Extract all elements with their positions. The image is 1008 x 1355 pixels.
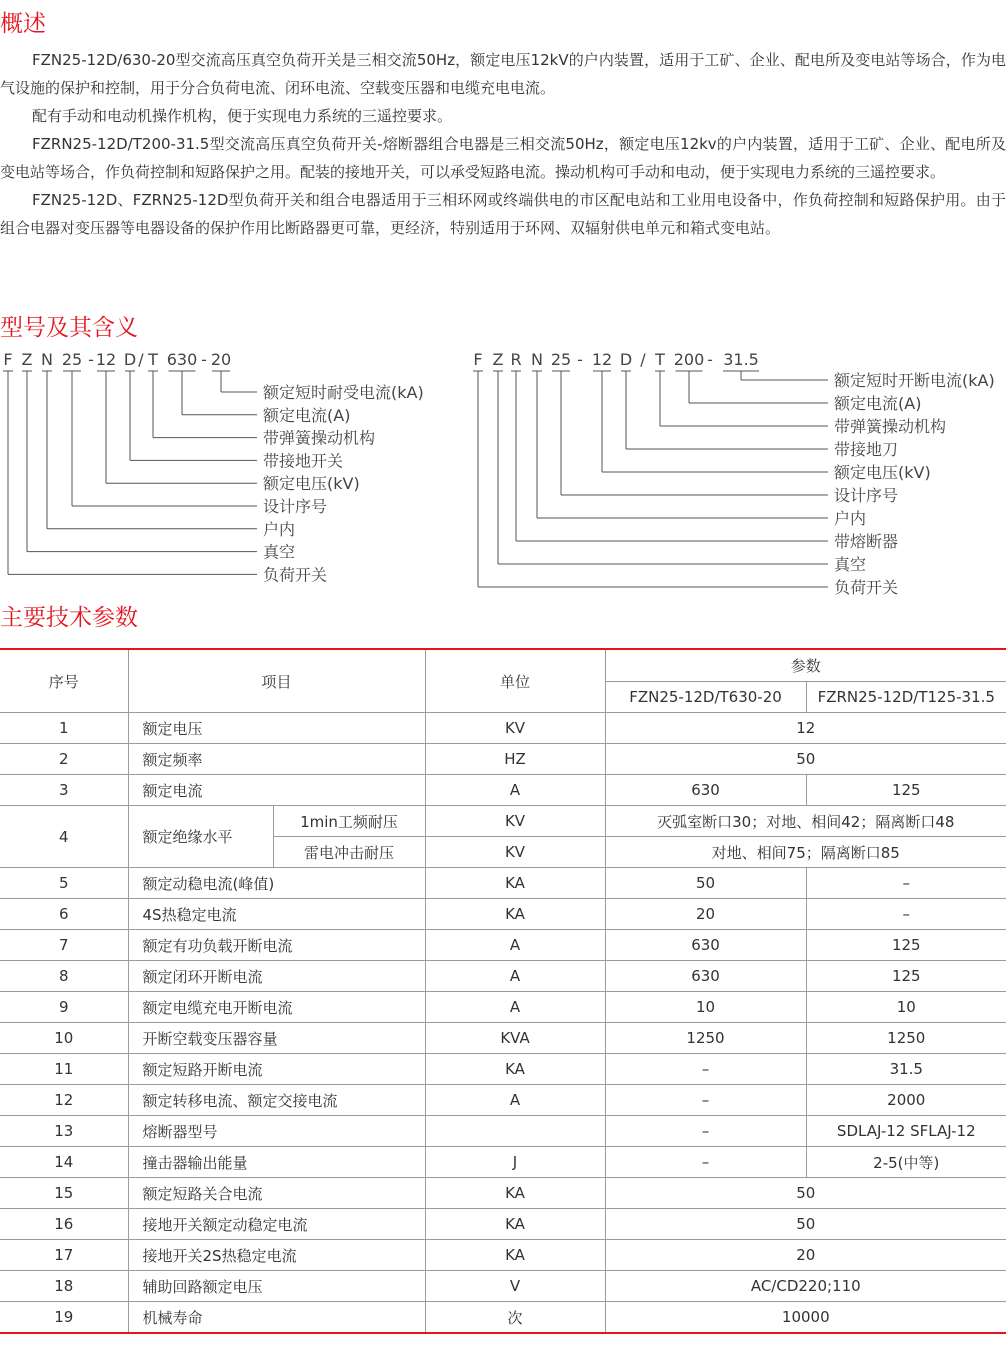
cell-unit: J [425, 1147, 605, 1178]
model-code-token: F [473, 350, 483, 369]
table-row [0, 992, 1006, 1023]
cell-value-b: 1250 [806, 1023, 1006, 1054]
cell-item: 熔断器型号 [128, 1116, 425, 1147]
model-code-token: / [138, 350, 144, 369]
table-row [0, 1271, 1006, 1302]
model-meaning-label: 真空 [834, 555, 867, 574]
cell-value: AC/CD220;110 [605, 1271, 1006, 1302]
model-code-token: - [577, 350, 583, 369]
model-meaning-label: 带接地开关 [263, 451, 344, 471]
cell-unit: KA [425, 1054, 605, 1085]
model-meaning-label: 户内 [263, 519, 296, 539]
model-meaning-label: 带弹簧操动机构 [834, 417, 947, 436]
cell-unit: A [425, 1085, 605, 1116]
cell-item: 额定短路关合电流 [128, 1178, 425, 1209]
table-row [0, 899, 1006, 930]
model-code-token: R [510, 350, 522, 369]
table-row [0, 868, 1006, 899]
cell-item: 额定绝缘水平 [128, 806, 273, 868]
model-diagram [0, 340, 1008, 604]
table-row [0, 775, 1006, 806]
overview-text [0, 46, 1006, 242]
cell-value: 50 [605, 1178, 1006, 1209]
model-svg [0, 340, 1008, 600]
cell-value-b: 2-5(中等) [806, 1147, 1006, 1178]
cell-no: 7 [0, 930, 128, 961]
model-code-token: 630 [166, 350, 198, 369]
cell-unit: KV [425, 713, 605, 744]
cell-item: 4S热稳定电流 [128, 899, 425, 930]
cell-value-a: 50 [605, 868, 806, 899]
model-code-token: 25 [550, 350, 572, 369]
cell-no: 18 [0, 1271, 128, 1302]
cell-no: 4 [0, 806, 128, 868]
cell-value-b: 31.5 [806, 1054, 1006, 1085]
cell-value-a: – [605, 1147, 806, 1178]
cell-unit: KVA [425, 1023, 605, 1054]
cell-item: 额定动稳电流(峰值) [128, 868, 425, 899]
cell-value: 50 [605, 744, 1006, 775]
model-meaning-label: 设计序号 [834, 486, 899, 505]
cell-value-a: 1250 [605, 1023, 806, 1054]
cell-no: 5 [0, 868, 128, 899]
model-meaning-label: 额定电压(kV) [263, 474, 360, 494]
model-meaning-label: 带熔断器 [834, 532, 899, 551]
header-params: 参数 [605, 649, 1006, 682]
table-row [0, 713, 1006, 744]
cell-no: 10 [0, 1023, 128, 1054]
cell-value-b: 10 [806, 992, 1006, 1023]
overview-title: 概述 [0, 11, 46, 37]
cell-item: 额定频率 [128, 744, 425, 775]
model-meaning-label: 户内 [834, 509, 867, 528]
model-code-token: / [640, 350, 646, 369]
cell-no: 2 [0, 744, 128, 775]
cell-no: 11 [0, 1054, 128, 1085]
model-code-token: - [201, 350, 207, 369]
table-row [0, 1147, 1006, 1178]
model-meaning-label: 额定电流(A) [263, 405, 351, 425]
table-row [0, 1023, 1006, 1054]
cell-value-a: – [605, 1054, 806, 1085]
model-code-token: Z [21, 350, 33, 369]
model-meaning-label: 真空 [263, 542, 296, 562]
cell-unit: KA [425, 1209, 605, 1240]
cell-no: 13 [0, 1116, 128, 1147]
cell-value: 20 [605, 1240, 1006, 1271]
cell-item: 额定有功负载开断电流 [128, 930, 425, 961]
cell-value-b: 125 [806, 961, 1006, 992]
cell-unit: A [425, 775, 605, 806]
model-code-token: D [619, 350, 633, 369]
cell-unit: A [425, 992, 605, 1023]
cell-unit: V [425, 1271, 605, 1302]
cell-unit: 次 [425, 1302, 605, 1334]
table-row [0, 1209, 1006, 1240]
cell-no: 19 [0, 1302, 128, 1334]
cell-value-a: 20 [605, 899, 806, 930]
cell-item: 机械寿命 [128, 1302, 425, 1334]
cell-unit: KA [425, 868, 605, 899]
cell-subitem: 1min工频耐压 [273, 806, 425, 837]
cell-value-a: – [605, 1085, 806, 1116]
cell-no: 1 [0, 713, 128, 744]
cell-no: 17 [0, 1240, 128, 1271]
table-header-row [0, 649, 1006, 682]
cell-value-a: 10 [605, 992, 806, 1023]
cell-unit [425, 1116, 605, 1147]
cell-value-b: 2000 [806, 1085, 1006, 1116]
table-row [0, 1240, 1006, 1271]
cell-unit: KV [425, 837, 605, 868]
table-row [0, 1178, 1006, 1209]
cell-unit: A [425, 930, 605, 961]
cell-no: 16 [0, 1209, 128, 1240]
model-code-token: 20 [210, 350, 232, 369]
model-meaning-label: 设计序号 [263, 497, 328, 516]
model-meaning-label: 额定电压(kV) [834, 463, 931, 482]
cell-no: 14 [0, 1147, 128, 1178]
model-meaning-label: 负荷开关 [834, 578, 899, 597]
cell-value: 10000 [605, 1302, 1006, 1334]
cell-unit: KV [425, 806, 605, 837]
table-row [0, 744, 1006, 775]
cell-value: 对地、相间75；隔离断口85 [605, 837, 1006, 868]
cell-value-a: – [605, 1116, 806, 1147]
header-model-a: FZN25-12D/T630-20 [605, 682, 806, 713]
overview-paragraph: FZN25-12D/630-20型交流高压真空负荷开关是三相交流50Hz，额定电压12kV的户内装置，适用于工矿、企业、配电所及变电站等场合，作为电气设施的保护和控制，用于分合负荷电流、闭环电流、空载变压器和电缆充电电流。 [0, 51, 1006, 97]
header-model-b: FZRN25-12D/T125-31.5 [806, 682, 1006, 713]
table-row [0, 1116, 1006, 1147]
model-meaning-label: 额定电流(A) [834, 394, 922, 413]
cell-unit: KA [425, 1178, 605, 1209]
model-code-token: N [531, 350, 543, 369]
cell-value-a: 630 [605, 775, 806, 806]
cell-no: 15 [0, 1178, 128, 1209]
table-row [0, 1054, 1006, 1085]
cell-value-b: SDLAJ-12 SFLAJ-12 [806, 1116, 1006, 1147]
cell-unit: KA [425, 899, 605, 930]
cell-no: 9 [0, 992, 128, 1023]
cell-item: 撞击器输出能量 [128, 1147, 425, 1178]
cell-value: 12 [605, 713, 1006, 744]
table-row [0, 1085, 1006, 1116]
spec-table [0, 648, 1006, 1334]
model-code-token: 200 [673, 350, 705, 369]
cell-item: 额定短路开断电流 [128, 1054, 425, 1085]
cell-item: 额定转移电流、额定交接电流 [128, 1085, 425, 1116]
overview-paragraph: 配有手动和电动机操作机构，便于实现电力系统的三遥控要求。 [32, 107, 453, 125]
model-meaning-label: 负荷开关 [263, 565, 328, 585]
model-code-token: 25 [61, 350, 83, 369]
cell-item: 接地开关2S热稳定电流 [128, 1240, 425, 1271]
model-code-token: 12 [95, 350, 117, 369]
cell-item: 额定电缆充电开断电流 [128, 992, 425, 1023]
model-title: 型号及其含义 [0, 315, 138, 341]
cell-item: 额定电压 [128, 713, 425, 744]
cell-subitem: 雷电冲击耐压 [273, 837, 425, 868]
cell-value-b: 125 [806, 775, 1006, 806]
model-code-token: - [88, 350, 94, 369]
cell-value-b: 125 [806, 930, 1006, 961]
cell-unit: HZ [425, 744, 605, 775]
cell-value: 灭弧室断口30；对地、相间42；隔离断口48 [605, 806, 1006, 837]
cell-no: 12 [0, 1085, 128, 1116]
cell-item: 开断空载变压器容量 [128, 1023, 425, 1054]
overview-paragraph: FZN25-12D、FZRN25-12D型负荷开关和组合电器适用于三相环网或终端供电的市区配电站和工业用电设备中，作负荷控制和短路保护用。由于组合电器对变压器等电器设备的保护作用比断路器更可靠，更经济，特别适用于环网、双辐射供电单元和箱式变电站。 [0, 191, 1006, 237]
header-item: 项目 [128, 649, 425, 713]
table-row [0, 1302, 1006, 1334]
model-code-token: T [148, 350, 158, 369]
table-row [0, 930, 1006, 961]
model-meaning-label: 带接地刀 [834, 440, 899, 459]
model-code-token: Z [492, 350, 504, 369]
table-row [0, 961, 1006, 992]
model-code-token: D [123, 350, 137, 369]
model-code-token: N [41, 350, 53, 369]
model-code-token: T [655, 350, 665, 369]
table-row [0, 806, 1006, 837]
cell-item: 额定电流 [128, 775, 425, 806]
cell-unit: A [425, 961, 605, 992]
cell-item: 辅助回路额定电压 [128, 1271, 425, 1302]
cell-value: 50 [605, 1209, 1006, 1240]
overview-paragraph: FZRN25-12D/T200-31.5型交流高压真空负荷开关-熔断器组合电器是三相交流50Hz，额定电压12kv的户内装置，适用于工矿、企业、配电所及变电站等场合，作负荷控制和短路保护之用。配装的接地开关，可以承受短路电流。操动机构可手动和电动，便于实现电力系统的三遥控要求。 [0, 135, 1006, 181]
model-code-token: F [3, 350, 13, 369]
header-no: 序号 [0, 649, 128, 713]
cell-value-b: – [806, 899, 1006, 930]
model-code-token: 31.5 [723, 350, 759, 369]
cell-no: 6 [0, 899, 128, 930]
params-title: 主要技术参数 [0, 605, 138, 631]
cell-value-a: 630 [605, 961, 806, 992]
model-meaning-label: 带弹簧操动机构 [263, 428, 376, 448]
cell-value-a: 630 [605, 930, 806, 961]
cell-value-b: – [806, 868, 1006, 899]
cell-unit: KA [425, 1240, 605, 1271]
cell-item: 额定闭环开断电流 [128, 961, 425, 992]
cell-no: 8 [0, 961, 128, 992]
cell-no: 3 [0, 775, 128, 806]
model-code-token: 12 [591, 350, 613, 369]
model-meaning-label: 额定短时耐受电流(kA) [263, 383, 424, 402]
cell-item: 接地开关额定动稳定电流 [128, 1209, 425, 1240]
model-code-token: - [707, 350, 713, 369]
header-unit: 单位 [425, 649, 605, 713]
model-meaning-label: 额定短时开断电流(kA) [834, 371, 995, 390]
